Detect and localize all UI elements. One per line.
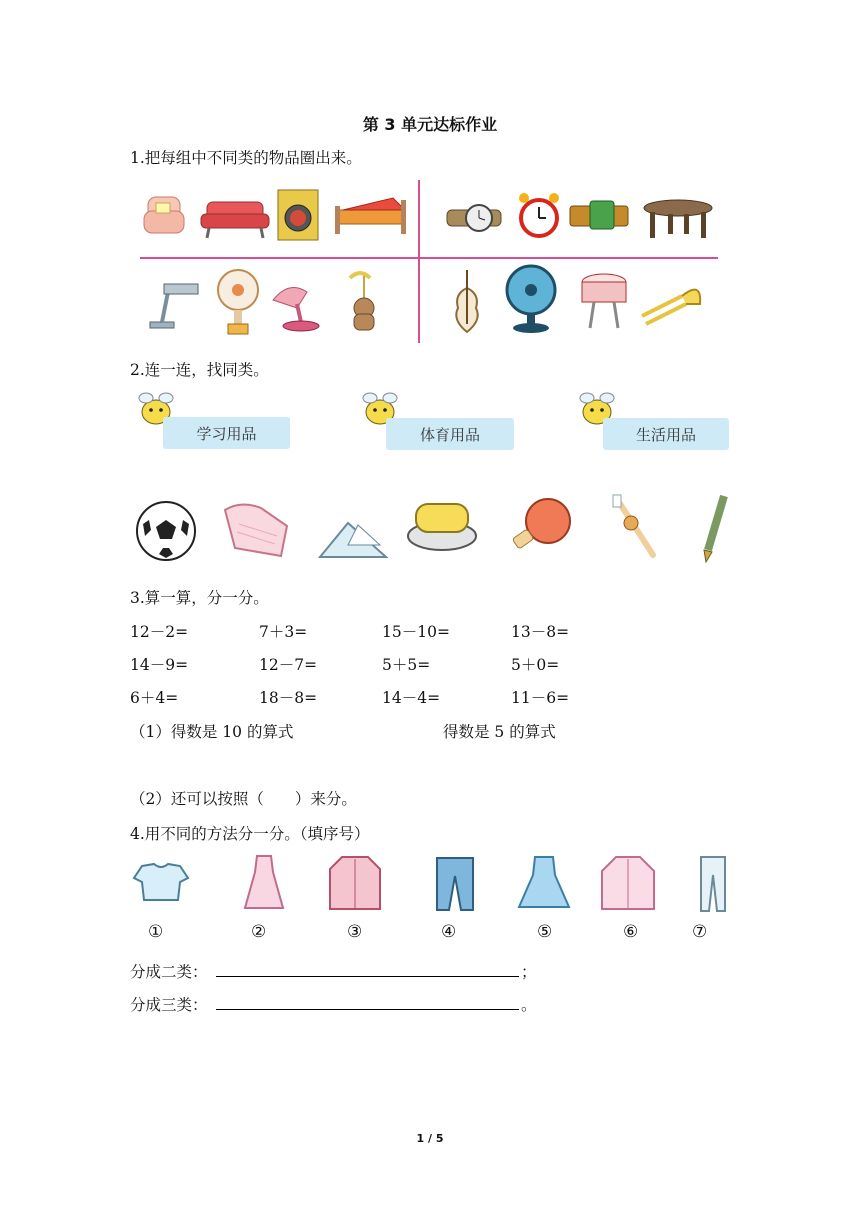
equation: 11－6=: [511, 689, 570, 707]
blue-dress-icon: [517, 855, 571, 913]
pants-icon: [697, 855, 729, 915]
jeans-icon: [433, 856, 477, 914]
equation: 14－9=: [130, 656, 189, 674]
q1-horizontal-divider: [140, 257, 718, 259]
set-square-icon: [318, 515, 390, 561]
drum-icon: [580, 270, 628, 332]
equation: 12－2=: [130, 623, 189, 641]
sweater-icon: [132, 862, 190, 904]
two-groups-label: 分成二类：: [130, 963, 208, 981]
item-number: ①: [148, 922, 164, 942]
q2-prompt: 2.连一连，找同类。: [130, 361, 269, 379]
item-number: ⑥: [623, 922, 639, 942]
equation: 7＋3=: [259, 623, 308, 641]
toothbrush-icon: [607, 493, 663, 561]
three-groups-label: 分成三类：: [130, 996, 208, 1014]
three-groups-end: 。: [521, 996, 537, 1014]
washing-machine-icon: [276, 188, 320, 242]
equation: 6＋4=: [130, 689, 179, 707]
table-icon: [642, 198, 714, 240]
watch-icon: [568, 198, 630, 234]
wristwatch-icon: [445, 200, 503, 240]
equation: 15－10=: [382, 623, 450, 641]
q1-prompt: 1.把每组中不同类的物品圈出来。: [130, 149, 362, 167]
ping-pong-paddle-icon: [506, 497, 574, 557]
armchair-icon: [142, 193, 186, 239]
equation: 18－8=: [259, 689, 318, 707]
sofa-icon: [199, 198, 271, 242]
two-groups-answer-line[interactable]: [216, 975, 519, 977]
item-number: ④: [441, 922, 457, 942]
pink-dress-icon: [243, 854, 285, 912]
category-label-daily: 生活用品: [603, 418, 729, 450]
fountain-pen-icon: [700, 494, 730, 564]
two-groups-end: ；: [521, 963, 537, 981]
q1-vertical-divider: [418, 180, 420, 343]
equation: 13－8=: [511, 623, 570, 641]
bear-lamp-icon: [340, 268, 384, 332]
jacket-icon: [328, 855, 382, 913]
electric-fan-icon: [503, 264, 559, 334]
soap-icon: [404, 494, 480, 554]
q3-sub1-right: 得数是 5 的算式: [443, 723, 556, 741]
q3-prompt: 3.算一算，分一分。: [130, 589, 269, 607]
q3-sub2: （2）还可以按照（ ）来分。: [130, 790, 357, 808]
trombone-icon: [638, 280, 704, 330]
alarm-clock-icon: [516, 190, 562, 240]
reading-lamp-icon: [267, 280, 325, 334]
page-title: 第 3 单元达标作业: [362, 115, 498, 134]
fan-icon: [214, 268, 262, 336]
item-number: ②: [251, 922, 267, 942]
page-number: 1 / 5: [416, 1132, 444, 1145]
category-label-sports: 体育用品: [386, 418, 514, 450]
item-number: ⑤: [537, 922, 553, 942]
bed-icon: [333, 192, 409, 238]
desk-lamp-icon: [144, 278, 202, 332]
equation: 5＋5=: [382, 656, 431, 674]
pink-shirt-icon: [600, 855, 656, 913]
equation: 12－7=: [259, 656, 318, 674]
equation: 5＋0=: [511, 656, 560, 674]
equation: 14－4=: [382, 689, 441, 707]
item-number: ⑦: [692, 922, 708, 942]
item-number: ③: [347, 922, 363, 942]
q4-prompt: 4.用不同的方法分一分。（填序号）: [130, 825, 370, 843]
category-label-study: 学习用品: [163, 417, 290, 449]
three-groups-answer-line[interactable]: [216, 1008, 519, 1010]
towel-icon: [221, 500, 293, 560]
violin-icon: [450, 268, 484, 336]
soccer-ball-icon: [135, 500, 197, 562]
q3-sub1-left: （1）得数是 10 的算式: [130, 723, 294, 741]
